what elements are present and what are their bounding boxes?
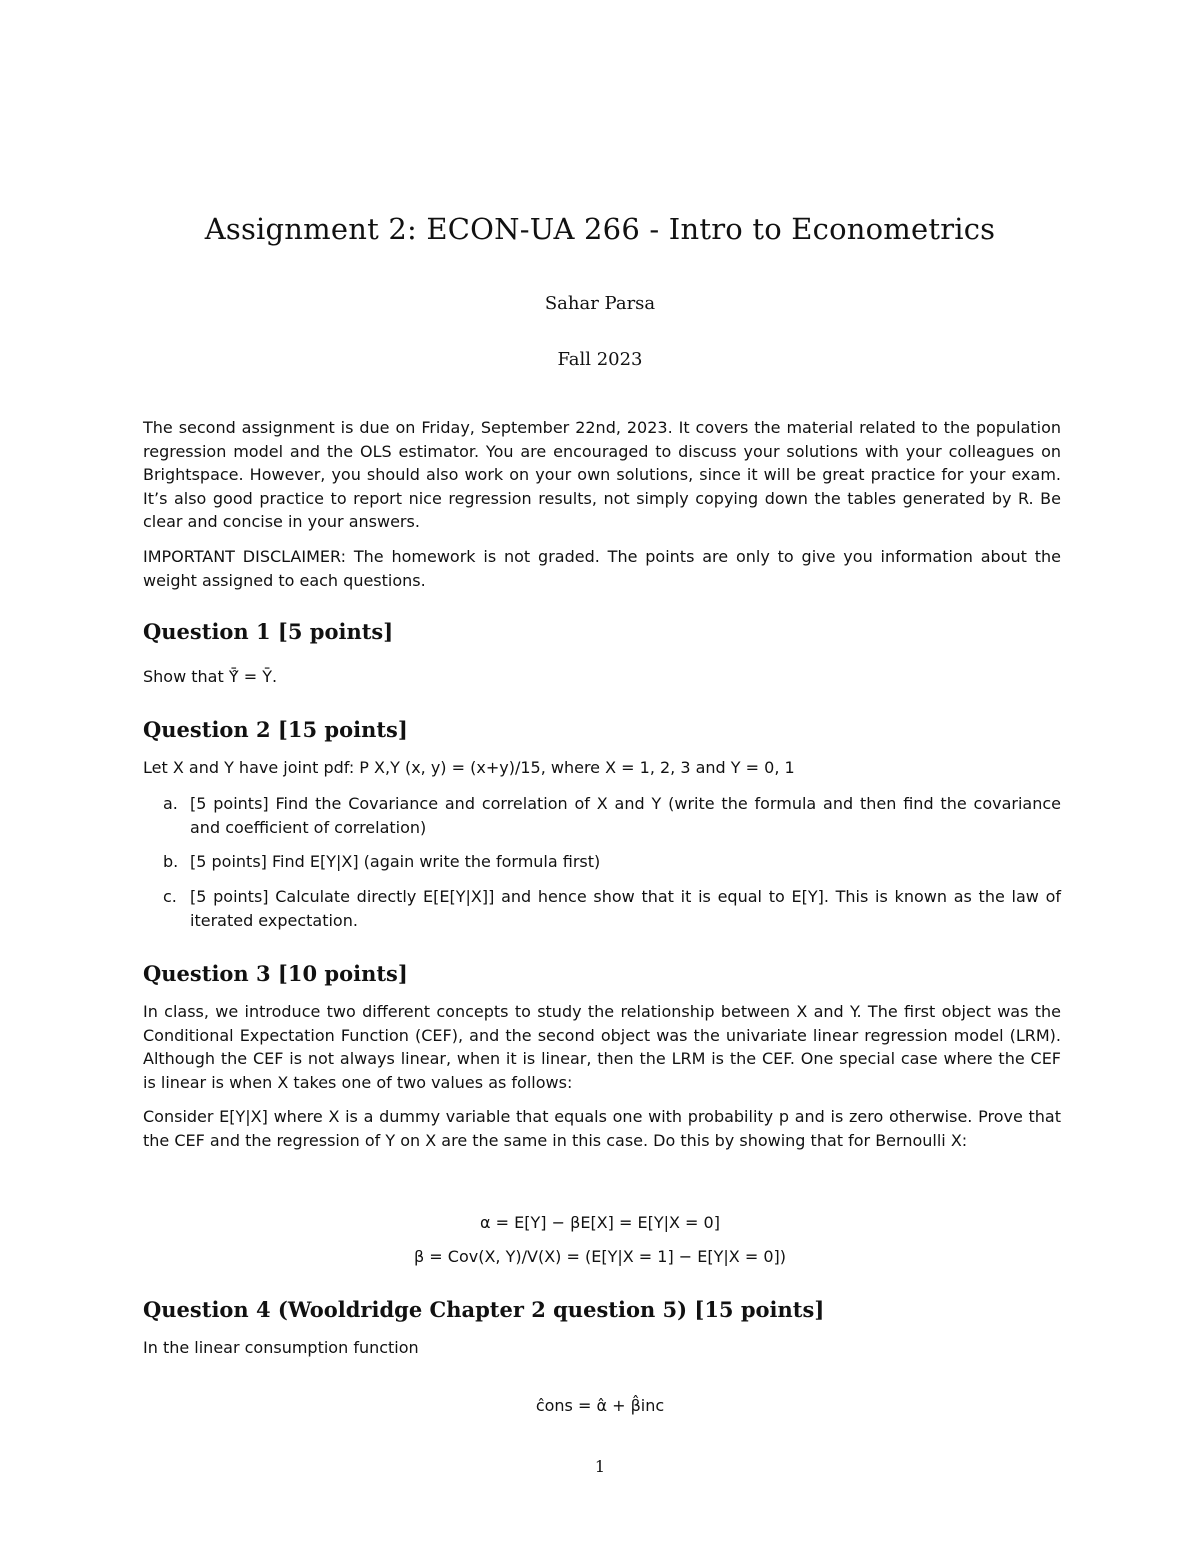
question-3-paragraph-2: Consider E[Y|X] where X is a dummy variable that equals one with probability p and is zero otherwise. Prove that the CEF and the regression of Y on X are the same in this case. Do this by showing that for Bernoulli X:	[143, 1107, 1061, 1150]
question-2-heading: Question 2 [15 points]	[143, 717, 408, 742]
list-item-marker: c.	[163, 887, 177, 906]
list-item-marker: b.	[163, 852, 179, 871]
document-title: Assignment 2: ECON-UA 266 - Intro to Econometrics	[204, 212, 996, 246]
list-item: [5 points] Find the Covariance and correlation of X and Y (write the formula and then find the covariance and coefficient of correlation)	[190, 794, 1061, 837]
list-item: [5 points] Calculate directly E[E[Y|X]] and hence show that it is equal to E[Y]. This is known as the law of iterated expectation.	[190, 887, 1061, 930]
equation-beta: β = Cov(X, Y)/V(X) = (E[Y|X = 1] − E[Y|X = 0])	[414, 1247, 786, 1266]
question-3-paragraph-1: In class, we introduce two different concepts to study the relationship between X and Y. The first object was the Conditional Expectation Function (CEF), and the second object was the univariate linear regression model (LRM). Although the CEF is not always linear, when it is linear, then the LRM is the CEF. One special case where the CEF is linear is when X takes one of two values as follows:	[143, 1002, 1061, 1092]
disclaimer-paragraph: IMPORTANT DISCLAIMER: The homework is not graded. The points are only to give you information about the weight assigned to each questions.	[143, 547, 1061, 590]
equation-alpha: α = E[Y] − βE[X] = E[Y|X = 0]	[480, 1213, 720, 1232]
question-4-text: In the linear consumption function	[143, 1338, 419, 1357]
document-author: Sahar Parsa	[544, 293, 656, 314]
document-date: Fall 2023	[557, 349, 643, 370]
equation-consumption: ĉons = α̂ + β̂inc	[535, 1396, 665, 1415]
question-3-heading: Question 3 [10 points]	[143, 961, 408, 986]
list-item: [5 points] Find E[Y|X] (again write the formula first)	[190, 852, 601, 871]
intro-paragraph: The second assignment is due on Friday, September 22nd, 2023. It covers the material related to the population regression model and the OLS estimator. You are encouraged to discuss your solutions with your colleagues on Brightspace. However, you should also work on your own solutions, since it will be great practice for your exam. It’s also good practice to report nice regression results, not simply copying down the tables generated by R. Be clear and concise in your answers.	[143, 418, 1061, 531]
question-2-text: Let X and Y have joint pdf: P X,Y (x, y) = (x+y)/15, where X = 1, 2, 3 and Y = 0, 1	[143, 758, 795, 777]
question-1-text: Show that Ȳ̂ = Ȳ.	[143, 667, 278, 686]
question-1-heading: Question 1 [5 points]	[143, 619, 394, 644]
page-number: 1	[594, 1457, 606, 1476]
list-item-marker: a.	[163, 794, 178, 813]
question-4-heading: Question 4 (Wooldridge Chapter 2 question 5) [15 points]	[143, 1297, 825, 1322]
